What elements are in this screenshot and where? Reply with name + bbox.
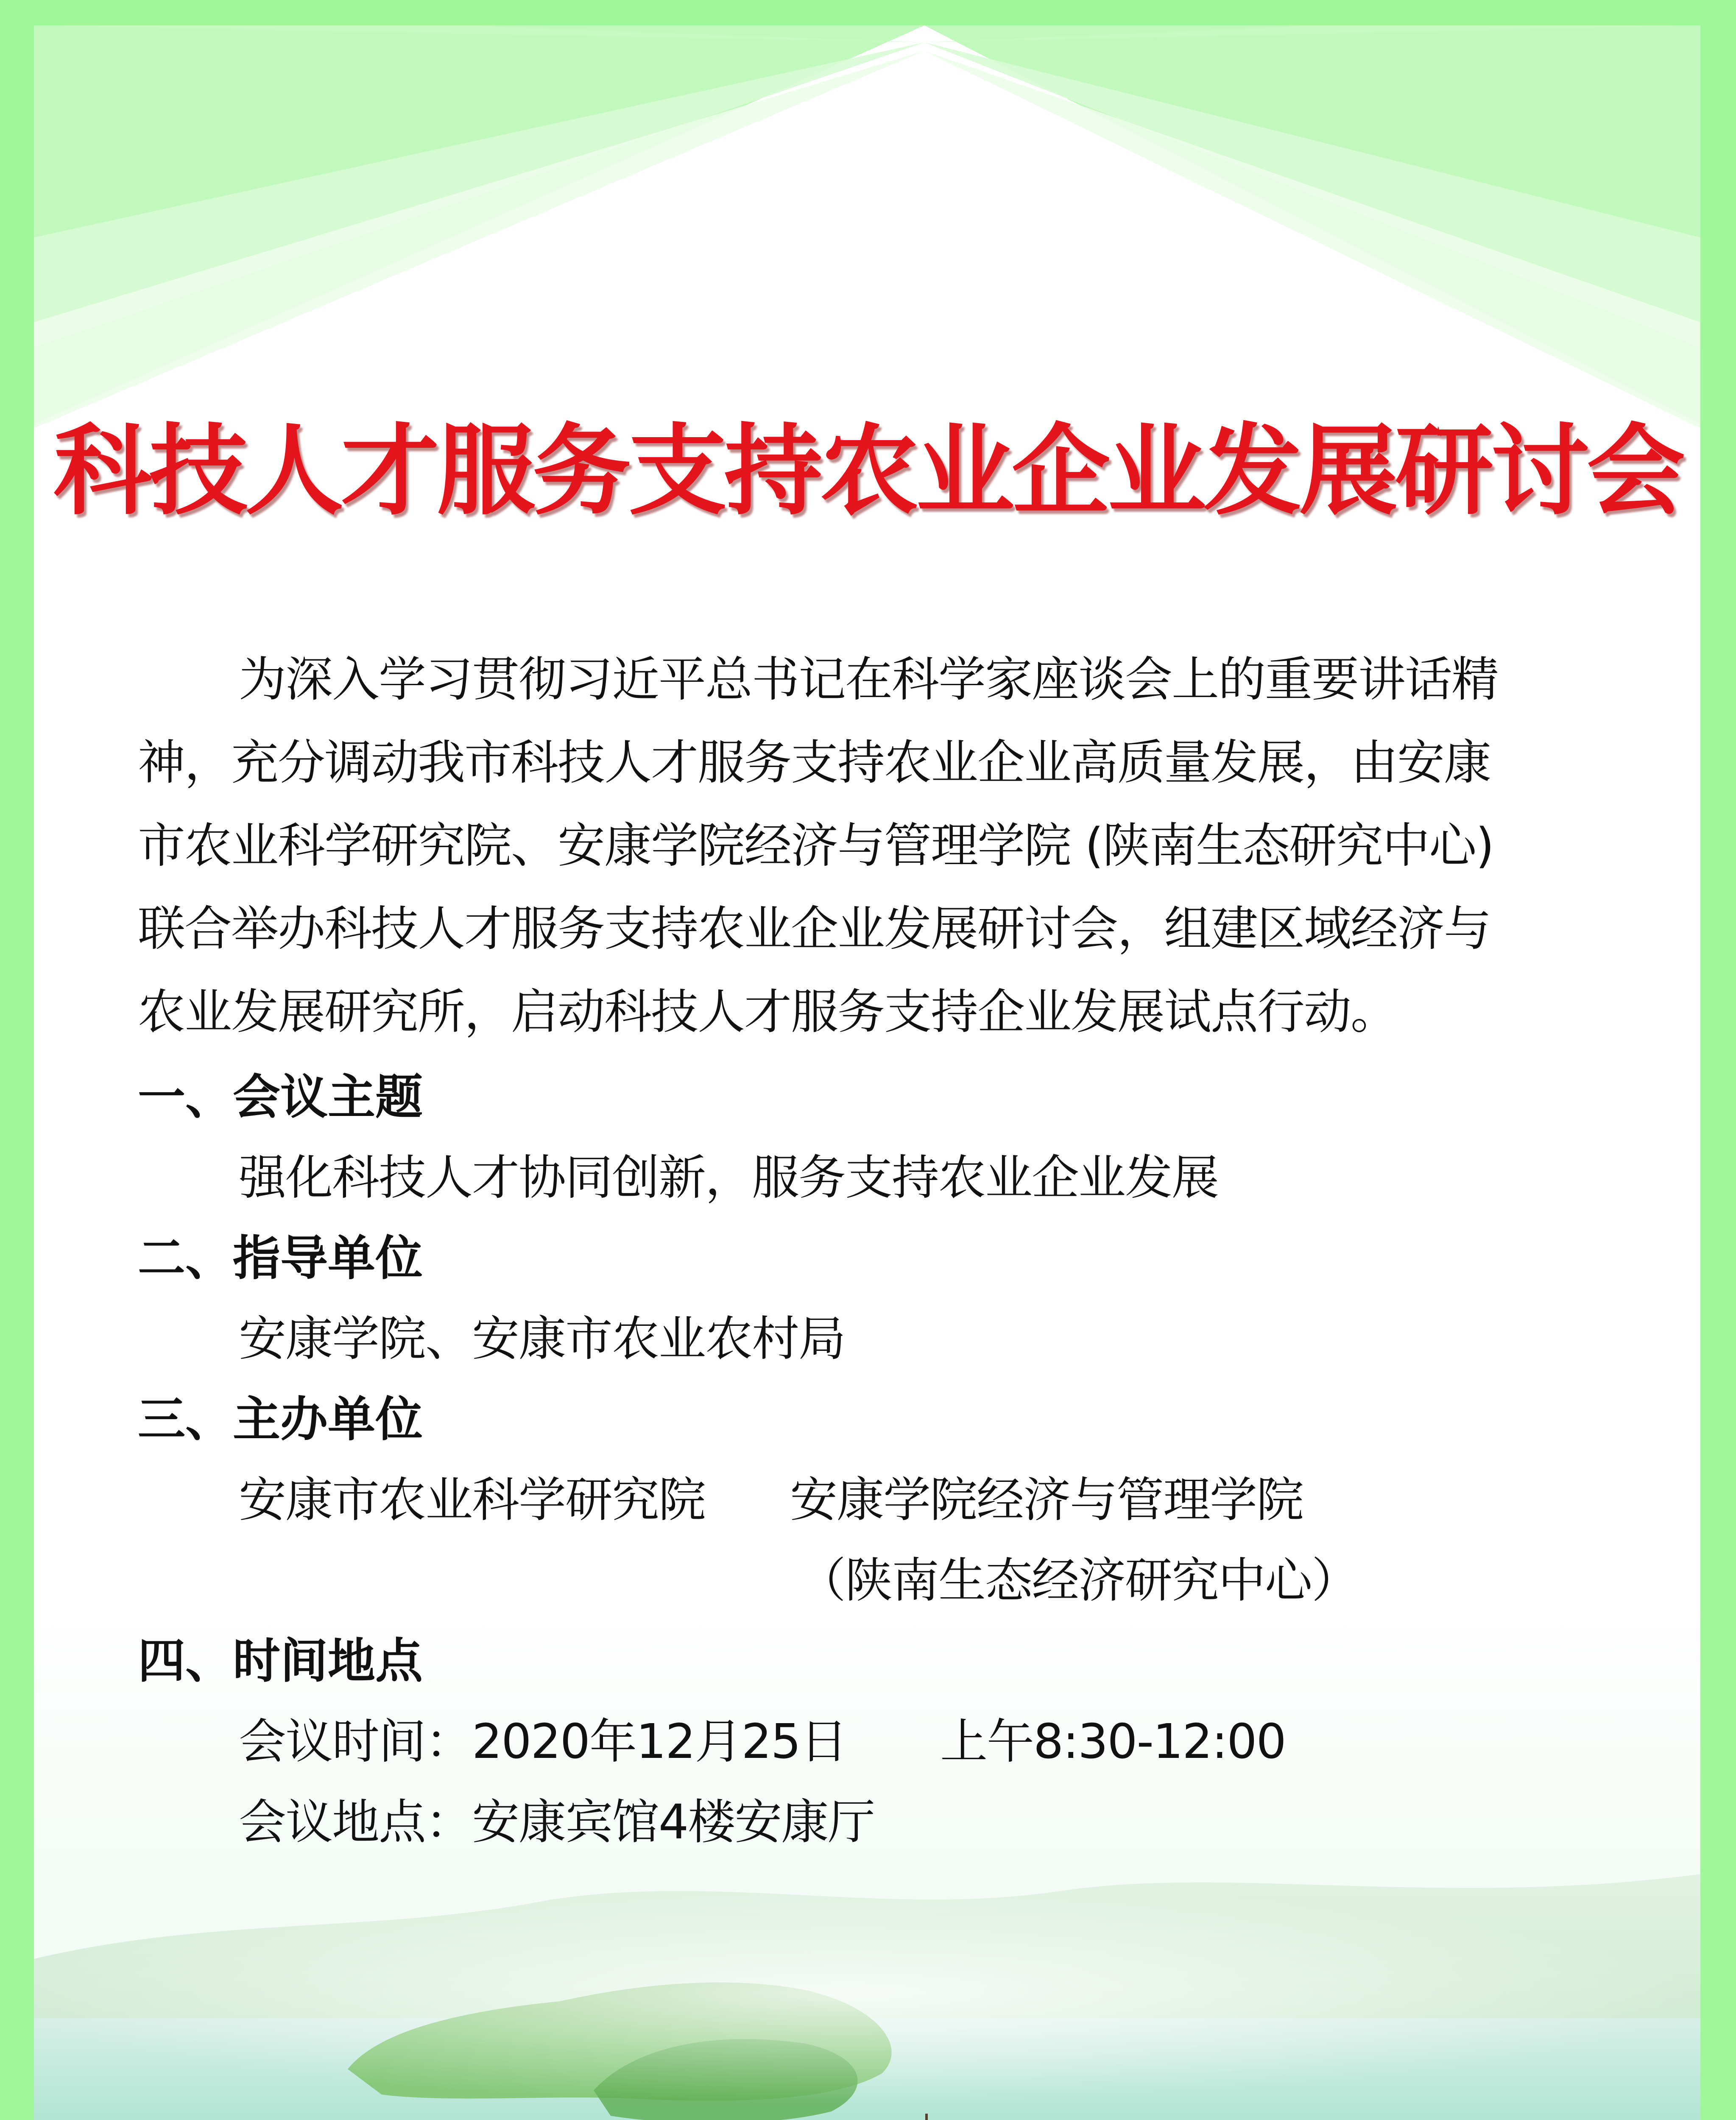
host-org-1: 安康市农业科学研究院	[239, 1473, 705, 1528]
content	[138, 638, 1611, 1863]
section-host	[138, 1379, 1611, 1621]
host-org-2-note: （陕南生态经济研究中心）	[798, 1553, 1358, 1608]
section-time-place	[138, 1621, 1611, 1863]
section-theme	[138, 1057, 1611, 1218]
host-orgs	[239, 1460, 1611, 1540]
intro-line: 农业发展研究所，启动科技人才服务支持企业发展试点行动。	[138, 985, 1397, 1040]
intro-line: 市农业科学研究院、安康学院经济与管理学院 (陕南生态研究中心)	[138, 818, 1493, 873]
section-guide	[138, 1218, 1611, 1379]
place-label: 会议地点：	[239, 1795, 472, 1850]
intro-line: 为深入学习贯彻习近平总书记在科学家座谈会上的重要讲话精	[239, 652, 1498, 707]
intro-paragraph	[138, 638, 1611, 1054]
section-heading: 二、指导单位	[138, 1231, 423, 1286]
meeting-time	[239, 1702, 1611, 1782]
section-text: 安康学院、安康市农业农村局	[239, 1311, 845, 1367]
host-org-2: 安康学院经济与管理学院	[790, 1473, 1303, 1528]
intro-line: 神，充分调动我市科技人才服务支持农业企业高质量发展，由安康	[138, 735, 1490, 790]
meeting-place	[239, 1782, 1611, 1863]
section-text: 强化科技人才协同创新，服务支持农业企业发展	[239, 1150, 1218, 1205]
place-value: 安康宾馆4楼安康厅	[472, 1795, 875, 1850]
section-heading: 一、会议主题	[138, 1070, 423, 1125]
time-label: 会议时间：	[239, 1714, 472, 1769]
page-title: 科技人才服务支持农业企业发展研讨会	[53, 413, 1683, 528]
section-heading: 三、主办单位	[138, 1392, 423, 1447]
section-heading: 四、时间地点	[138, 1634, 423, 1689]
host-org-note-line	[239, 1540, 1611, 1621]
meeting-hours: 上午8:30-12:00	[940, 1714, 1286, 1769]
meeting-date: 2020年12月25日	[472, 1714, 847, 1769]
intro-line: 联合举办科技人才服务支持农业企业发展研讨会，组建区域经济与	[138, 901, 1490, 957]
